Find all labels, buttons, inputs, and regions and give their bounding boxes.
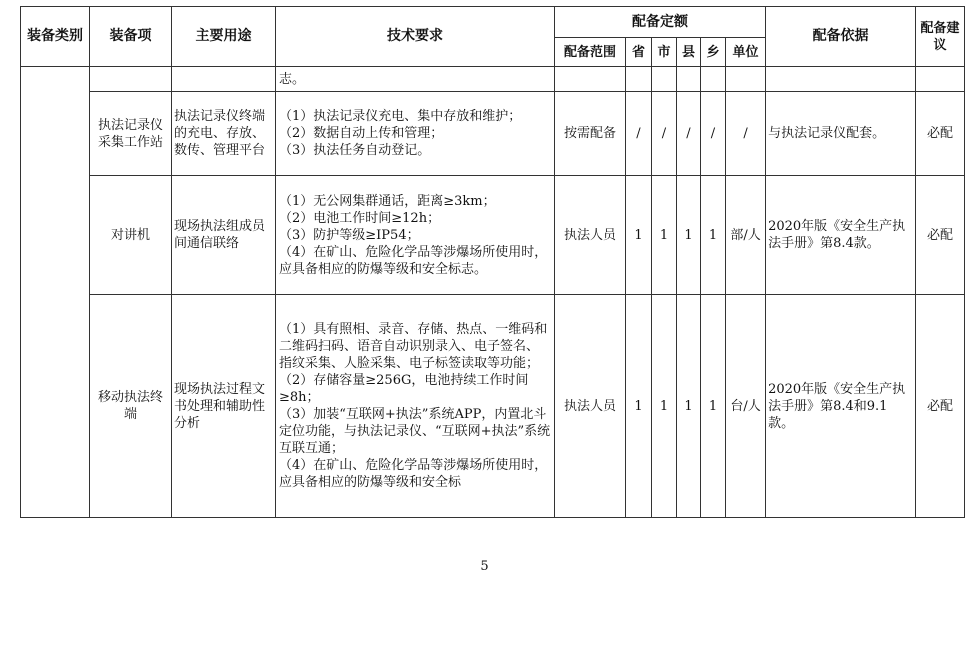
header-unit: 单位 bbox=[726, 38, 766, 67]
item-cell bbox=[90, 67, 172, 92]
township-cell: / bbox=[701, 92, 726, 176]
township-cell: 1 bbox=[701, 176, 726, 295]
province-cell: / bbox=[626, 92, 652, 176]
table-row bbox=[21, 295, 965, 518]
city-cell: / bbox=[652, 92, 677, 176]
county-cell bbox=[677, 67, 701, 92]
header-county: 县 bbox=[677, 38, 701, 67]
item-cell: 执法记录仪采集工作站 bbox=[90, 92, 172, 176]
header-township: 乡 bbox=[701, 38, 726, 67]
city-cell bbox=[652, 67, 677, 92]
unit-cell: 台/人 bbox=[726, 295, 766, 518]
category-cell bbox=[21, 67, 90, 518]
requirement-line: 志。 bbox=[279, 71, 306, 87]
requirement-line: （1）无公网集群通话，距离≥3km； bbox=[279, 193, 496, 209]
requirement-line: （2）存储容量≥256G，电池持续工作时间≥8h； bbox=[279, 373, 529, 405]
page-number: 5 bbox=[480, 559, 489, 574]
header-category: 装备类别 bbox=[21, 7, 90, 67]
purpose-cell: 现场执法过程文书处理和辅助性分析 bbox=[172, 295, 276, 518]
suggestion-cell: 必配 bbox=[916, 176, 965, 295]
unit-cell: 部/人 bbox=[726, 176, 766, 295]
requirement-line: （4）在矿山、危险化学品等涉爆场所使用时，应具备相应的防爆等级和安全标 bbox=[279, 458, 548, 490]
suggestion-cell: 必配 bbox=[916, 295, 965, 518]
scope-cell bbox=[555, 67, 626, 92]
header-scope: 配备范围 bbox=[555, 38, 626, 67]
basis-cell: 与执法记录仪配套。 bbox=[766, 92, 916, 176]
requirement-line: （2）数据自动上传和管理； bbox=[279, 126, 444, 141]
province-cell bbox=[626, 67, 652, 92]
basis-cell: 2020年版《安全生产执法手册》第8.4款。 bbox=[766, 176, 916, 295]
header-province: 省 bbox=[626, 38, 652, 67]
header-requirements: 技术要求 bbox=[276, 7, 555, 67]
requirement-line: （3）防护等级≥IP54； bbox=[279, 227, 420, 243]
header-row-1 bbox=[21, 7, 965, 38]
requirement-line: （2）电池工作时间≥12h； bbox=[279, 210, 441, 226]
header-suggestion: 配备建议 bbox=[916, 7, 965, 67]
township-cell bbox=[701, 67, 726, 92]
table-row bbox=[21, 67, 965, 92]
county-cell: / bbox=[677, 92, 701, 176]
requirement-line: （1）执法记录仪充电、集中存放和维护； bbox=[279, 109, 522, 124]
table-row bbox=[21, 92, 965, 176]
scope-cell: 执法人员 bbox=[555, 176, 626, 295]
requirement-line: （3）执法任务自动登记。 bbox=[279, 143, 431, 158]
unit-cell bbox=[726, 67, 766, 92]
basis-cell bbox=[766, 67, 916, 92]
requirement-line: （4）在矿山、危险化学品等涉爆场所使用时，应具备相应的防爆等级和安全标志。 bbox=[279, 244, 548, 277]
requirements-cell bbox=[276, 176, 555, 295]
header-basis: 配备依据 bbox=[766, 7, 916, 67]
header-quota-group: 配备定额 bbox=[555, 7, 766, 38]
header-item: 装备项 bbox=[90, 7, 172, 67]
header-city: 市 bbox=[652, 38, 677, 67]
purpose-cell: 现场执法组成员间通信联络 bbox=[172, 176, 276, 295]
requirement-line: （1）具有照相、录音、存储、热点、一维码和二维码扫码、语音自动识别录入、电子签名、指纹采集、人脸采集、电子标签读取等功能； bbox=[279, 322, 548, 371]
purpose-cell: 执法记录仪终端的充电、存放、数传、管理平台 bbox=[172, 92, 276, 176]
scope-cell: 执法人员 bbox=[555, 295, 626, 518]
header-purpose: 主要用途 bbox=[172, 7, 276, 67]
equipment-table bbox=[20, 6, 965, 518]
item-cell: 移动执法终端 bbox=[90, 295, 172, 518]
township-cell: 1 bbox=[701, 295, 726, 518]
province-cell: 1 bbox=[626, 295, 652, 518]
province-cell: 1 bbox=[626, 176, 652, 295]
city-cell: 1 bbox=[652, 176, 677, 295]
unit-cell: / bbox=[726, 92, 766, 176]
table-row bbox=[21, 176, 965, 295]
requirements-cell bbox=[276, 92, 555, 176]
county-cell: 1 bbox=[677, 295, 701, 518]
requirements-cell bbox=[276, 67, 555, 92]
city-cell: 1 bbox=[652, 295, 677, 518]
county-cell: 1 bbox=[677, 176, 701, 295]
suggestion-cell: 必配 bbox=[916, 92, 965, 176]
scope-cell: 按需配备 bbox=[555, 92, 626, 176]
requirements-cell bbox=[276, 295, 555, 518]
suggestion-cell bbox=[916, 67, 965, 92]
purpose-cell bbox=[172, 67, 276, 92]
requirement-line: （3）加装“互联网+执法”系统APP，内置北斗定位功能，与执法记录仪、“互联网+执法”系统互联互通； bbox=[279, 407, 551, 456]
item-cell: 对讲机 bbox=[90, 176, 172, 295]
basis-cell: 2020年版《安全生产执法手册》第8.4和9.1款。 bbox=[766, 295, 916, 518]
